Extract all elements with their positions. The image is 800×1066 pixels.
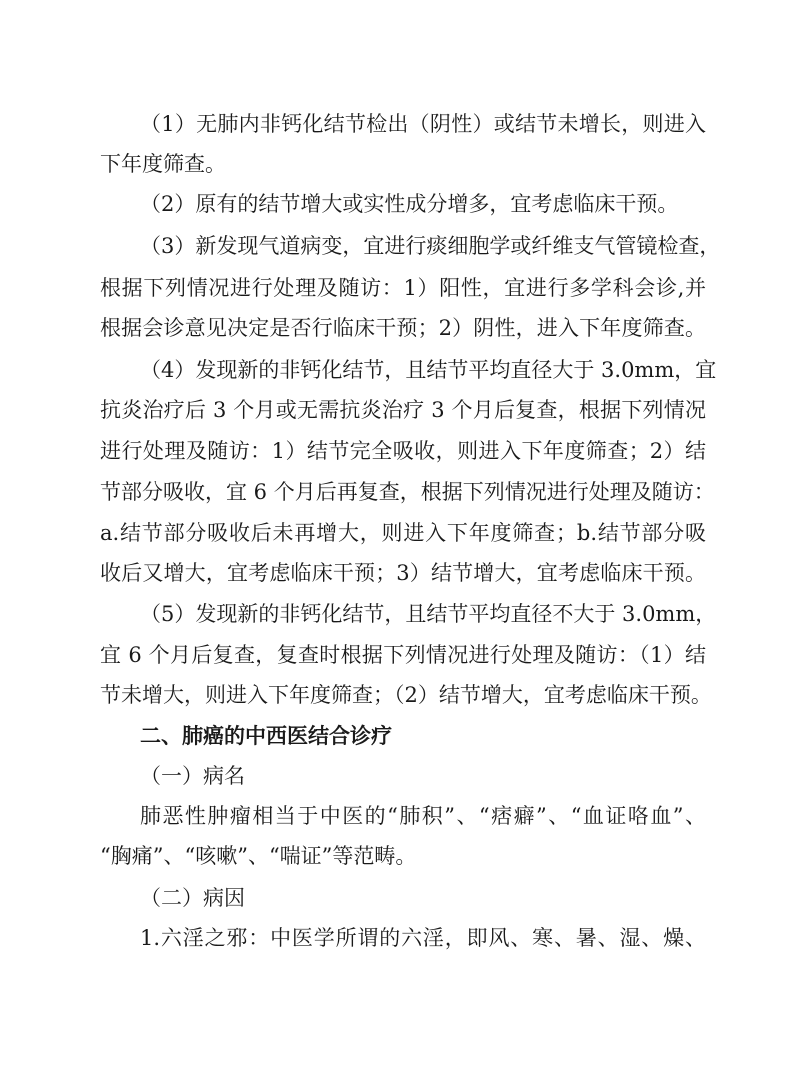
para4-line3: 进行处理及随访：1）结节完全吸收，则进入下年度筛查；2）结 [100, 439, 706, 463]
para2-line1: （2）原有的结节增大或实性成分增多，宜考虑临床干预。 [140, 192, 679, 216]
para7-line1: 1.六淫之邪：中医学所谓的六淫，即风、寒、暑、湿、燥、 [140, 926, 706, 950]
para4-line1: （4）发现新的非钙化结节，且结节平均直径大于 3.0mm，宜 [140, 358, 717, 382]
para4-line4: 节部分吸收，宜 6 个月后再复查，根据下列情况进行处理及随访： [100, 480, 715, 504]
subsection-heading-disease-name: （一）病名 [140, 764, 245, 788]
para4-line2: 抗炎治疗后 3 个月或无需抗炎治疗 3 个月后复查，根据下列情况 [100, 398, 706, 422]
section-heading: 二、肺癌的中西医结合诊疗 [140, 724, 392, 748]
para3-line1: （3）新发现气道病变，宜进行痰细胞学或纤维支气管镜检查， [140, 234, 721, 258]
para4-line5: a.结节部分吸收后未再增大，则进入下年度筛查；b.结节部分吸 [100, 521, 706, 545]
para1-line2: 下年度筛查。 [100, 152, 226, 176]
para5-line3: 节未增大，则进入下年度筛查；（2）结节增大，宜考虑临床干预。 [100, 683, 712, 707]
para5-line1: （5）发现新的非钙化结节，且结节平均直径不大于 3.0mm， [140, 602, 717, 626]
para1-line1: （1）无肺内非钙化结节检出（阴性）或结节未增长，则进入 [140, 112, 706, 136]
subsection-heading-etiology: （二）病因 [140, 886, 245, 910]
para5-line2: 宜 6 个月后复查，复查时根据下列情况进行处理及随访：（1）结 [100, 643, 706, 667]
para6-line1: 肺恶性肿瘤相当于中医的“肺积”、“痞癖”、“血证咯血”、 [140, 804, 706, 828]
para3-line2: 根据下列情况进行处理及随访：1）阳性，宜进行多学科会诊,并 [100, 276, 706, 300]
para3-line3: 根据会诊意见决定是否行临床干预；2）阴性，进入下年度筛查。 [100, 316, 706, 340]
para4-line6: 收后又增大，宜考虑临床干预；3）结节增大，宜考虑临床干预。 [100, 561, 706, 585]
para6-line2: “胸痛”、“咳嗽”、“喘证”等范畴。 [100, 844, 417, 868]
